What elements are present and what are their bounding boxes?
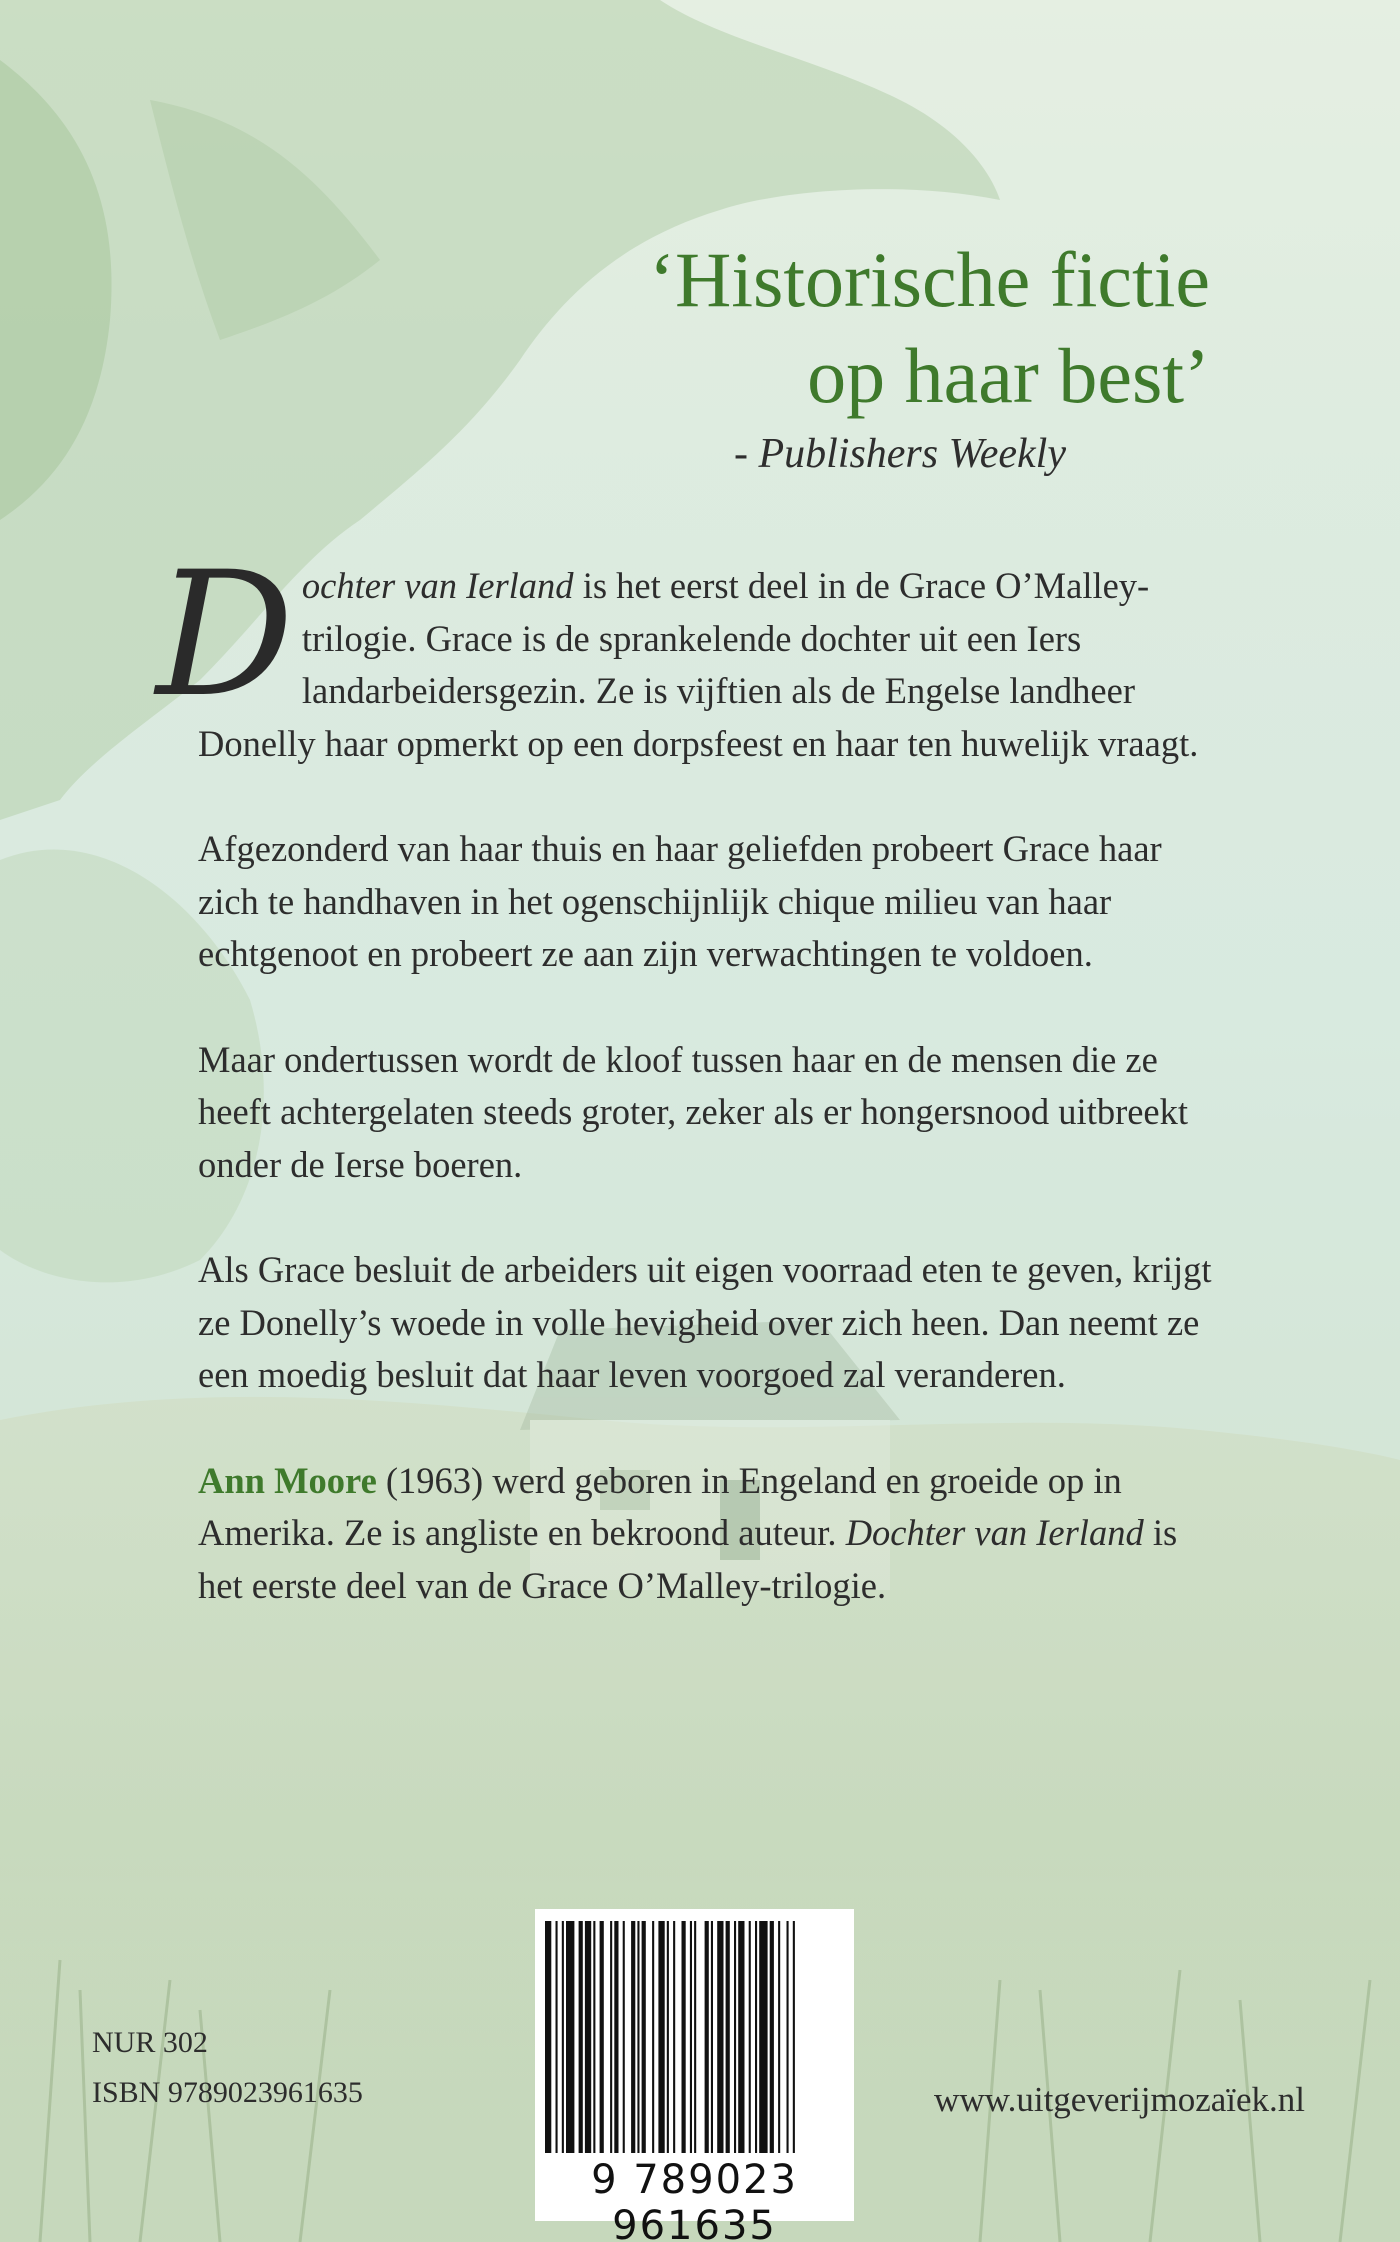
barcode-bar <box>667 1921 669 2153</box>
barcode-bar <box>631 1921 635 2153</box>
barcode-bar <box>759 1921 767 2153</box>
barcode-bar <box>579 1921 583 2153</box>
blurb-text <box>156 534 1228 1665</box>
barcode-bar <box>652 1921 654 2153</box>
barcode-bar <box>556 1921 558 2153</box>
nur-code: NUR 302 <box>92 2026 208 2059</box>
isbn-number: ISBN 9789023961635 <box>92 2076 363 2109</box>
barcode-bar <box>726 1921 730 2153</box>
barcode-bar <box>793 1921 795 2153</box>
barcode-bar <box>755 1921 757 2153</box>
barcode-bar <box>614 1921 618 2153</box>
barcode-bar <box>610 1921 612 2153</box>
blurb-paragraph-4: Als Grace besluit de arbeiders uit eigen voorraad eten te geven, krijgt ze Donelly’s woede in volle hevigheid over zich heen. Dan neemt ze een moedig besluit dat haar leven voorgoed zal veranderen. <box>198 1249 1212 1395</box>
barcode-bar <box>717 1921 723 2153</box>
blurb-paragraph-3: Maar ondertussen wordt de kloof tussen haar en de mensen die ze heeft achtergelaten steeds groter, zeker als er hongersnood uitbreekt onder de Ierse boeren. <box>198 1038 1189 1185</box>
barcode-bar <box>658 1921 664 2153</box>
barcode-bar <box>637 1921 639 2153</box>
barcode-bar <box>642 1921 646 2153</box>
barcode-digits: 9 789023 961635 <box>591 2157 798 2242</box>
barcode-bar <box>738 1921 744 2153</box>
barcode-bar <box>705 1921 709 2153</box>
barcode-bar <box>694 1921 696 2153</box>
barcode-bar <box>545 1921 551 2153</box>
barcode-bar <box>562 1921 564 2153</box>
quote-source: - Publishers Weekly <box>733 431 1066 477</box>
barcode-bar <box>711 1921 713 2153</box>
author-bio-text-2: is het eerste deel van de Grace O’Malley-trilogie. <box>198 1512 1178 1606</box>
publisher-website: www.uitgeverijmozaïek.nl <box>934 2080 1305 2119</box>
review-quote <box>0 232 1210 424</box>
barcode-bar <box>682 1921 686 2153</box>
author-bio-book-title: Dochter van Ierland <box>845 1512 1144 1553</box>
quote-line-1: ‘Historische fictie <box>649 236 1210 323</box>
author-bio-text-1: (1963) werd geboren in Engeland en groeide op in Amerika. Ze is angliste en bekroond auteur. <box>198 1459 1122 1553</box>
barcode-bar <box>585 1921 591 2153</box>
isbn-barcode <box>535 1909 854 2242</box>
drop-cap: D <box>156 534 294 735</box>
barcode-bar <box>623 1921 625 2153</box>
paragraph-1-text: is het eerst deel in de Grace O’Malley-trilogie. Grace is de sprankelende dochter uit een Iers landarbeidersgezin. Ze is vijftien als de Engelse landheer Donelly haar opmerkt op een dorpsfeest en haar ten huwelijk vraagt. <box>198 565 1199 764</box>
barcode-bar <box>770 1921 774 2153</box>
barcode-bar <box>787 1921 789 2153</box>
author-name: Ann Moore <box>198 1459 377 1501</box>
book-title-inline: ochter van Ierland <box>301 565 574 606</box>
quote-line-2: op haar best’ <box>807 332 1210 419</box>
barcode-bar <box>673 1921 675 2153</box>
barcode-bar <box>749 1921 751 2153</box>
barcode-bar <box>600 1921 604 2153</box>
barcode-bar <box>734 1921 736 2153</box>
barcode-bar <box>593 1921 595 2153</box>
blurb-paragraph-2: Afgezonderd van haar thuis en haar geliefden probeert Grace haar zich te handhaven in het ogenschijnlijk chique milieu van haar echtgenoot en probeert ze aan zijn verwachtingen te voldoen. <box>198 828 1162 974</box>
barcode-bars <box>535 1909 854 2159</box>
barcode-bar <box>690 1921 692 2153</box>
barcode-bar <box>778 1921 780 2153</box>
author-bio <box>198 1455 1228 1613</box>
blurb-paragraph-1 <box>156 534 1228 770</box>
barcode-bar <box>566 1921 574 2153</box>
